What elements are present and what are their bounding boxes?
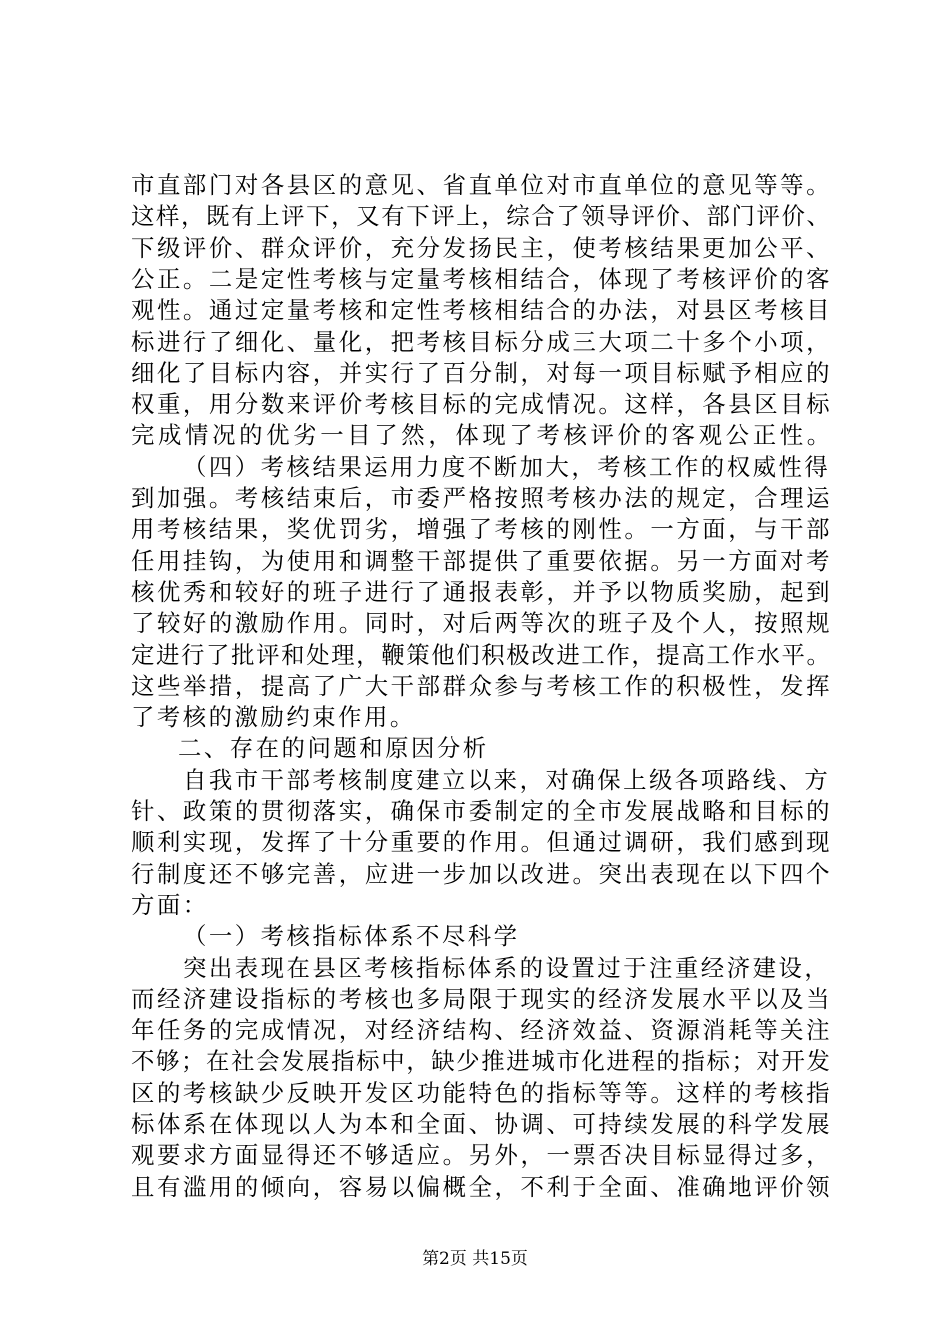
text-line: 了较好的激励作用。同时，对后两等次的班子及个人，按照规 — [131, 609, 833, 638]
text-line: 标进行了细化、量化，把考核目标分成三大项二十多个小项， — [131, 327, 833, 356]
text-line: 方面： — [131, 890, 209, 919]
text-line: 权重，用分数来评价考核目标的完成情况。这样，各县区目标 — [131, 390, 833, 419]
text-line: 完成情况的优劣一目了然，体现了考核评价的客观公正性。 — [131, 421, 834, 450]
text-line: 用考核结果，奖优罚劣，增强了考核的刚性。一方面，与干部 — [131, 515, 833, 544]
text-line: 行制度还不够完善，应进一步加以改进。突出表现在以下四个 — [131, 859, 833, 888]
text-line: （一）考核指标体系不尽科学 — [183, 922, 520, 951]
text-line: 观要求方面显得还不够适应。另外，一票否决目标显得过多， — [131, 1141, 833, 1170]
text-line: 顺利实现，发挥了十分重要的作用。但通过调研，我们感到现 — [131, 828, 833, 857]
text-line: 自我市干部考核制度建立以来，对确保上级各项路线、方 — [183, 765, 831, 794]
text-line: 核优秀和较好的班子进行了通报表彰，并予以物质奖励，起到 — [131, 577, 833, 606]
text-line: 细化了目标内容，并实行了百分制，对每一项目标赋予相应的 — [131, 358, 833, 387]
text-line: 公正。二是定性考核与定量考核相结合，体现了考核评价的客 — [131, 264, 833, 293]
text-line: 不够；在社会发展指标中，缺少推进城市化进程的指标；对开发 — [131, 1047, 832, 1076]
text-line: 下级评价、群众评价，充分发扬民主，使考核结果更加公平、 — [131, 233, 833, 262]
text-line: 二、存在的问题和原因分析 — [178, 734, 489, 763]
text-line: 这些举措，提高了广大干部群众参与考核工作的积极性，发挥 — [131, 671, 833, 700]
text-line: 到加强。考核结束后，市委严格按照考核办法的规定，合理运 — [131, 484, 833, 512]
text-line: 且有滥用的倾向，容易以偏概全，不利于全面、准确地评价领 — [131, 1172, 833, 1201]
text-line: 任用挂钩，为使用和调整干部提供了重要依据。另一方面对考 — [131, 546, 833, 575]
text-line: 标体系在体现以人为本和全面、协调、可持续发展的科学发展 — [131, 1110, 833, 1138]
text-line: 了考核的激励约束作用。 — [131, 703, 416, 732]
text-line: 针、政策的贯彻落实，确保市委制定的全市发展战略和目标的 — [131, 797, 833, 825]
text-line: 市直部门对各县区的意见、省直单位对市直单位的意见等等。 — [131, 171, 833, 199]
text-line: 年任务的完成情况，对经济结构、经济效益、资源消耗等关注 — [131, 1016, 833, 1045]
text-line: 定进行了批评和处理，鞭策他们积极改进工作，提高工作水平。 — [131, 640, 832, 669]
text-line: 观性。通过定量考核和定性考核相结合的办法，对县区考核目 — [131, 296, 833, 325]
text-line: 而经济建设指标的考核也多局限于现实的经济发展水平以及当 — [131, 984, 833, 1013]
text-line: （四）考核结果运用力度不断加大，考核工作的权威性得 — [183, 452, 831, 481]
page-footer: 第2页 共15页 — [422, 1249, 528, 1269]
text-line: 区的考核缺少反映开发区功能特色的指标等等。这样的考核指 — [131, 1078, 833, 1107]
text-line: 突出表现在县区考核指标体系的设置过于注重经济建设， — [183, 953, 831, 982]
text-line: 这样，既有上评下，又有下评上，综合了领导评价、部门评价、 — [131, 202, 832, 231]
